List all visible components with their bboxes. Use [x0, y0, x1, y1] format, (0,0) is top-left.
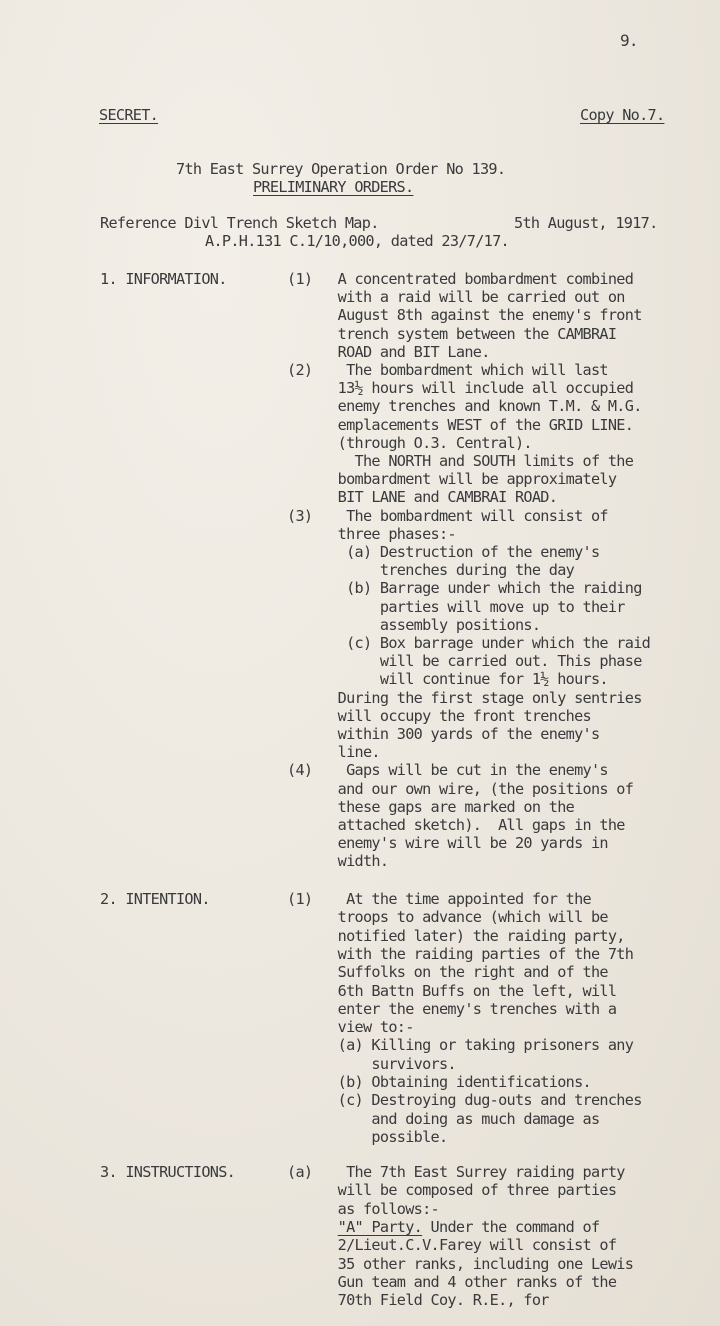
- text-line: will be carried out. This phase: [287, 652, 642, 671]
- text-line: "A" Party. Under the command of: [337, 1217, 600, 1236]
- text-line: will continue for 1½ hours.: [287, 670, 608, 689]
- text-line: 6th Battn Buffs on the left, will: [287, 981, 617, 1000]
- reference-line-2: A.P.H.131 C.1/10,000, dated 23/7/17.: [205, 232, 509, 250]
- text-line: assembly positions.: [287, 615, 541, 634]
- text-line: (a) Destruction of the enemy's: [287, 543, 600, 561]
- order-title: 7th East Surrey Operation Order No 139.: [176, 160, 506, 178]
- text-line: 70th Field Coy. R.E., for: [287, 1291, 549, 1310]
- reference-date: 5th August, 1917.: [514, 214, 658, 232]
- classification-label: SECRET.: [99, 106, 159, 124]
- text-line: these gaps are marked on the: [287, 797, 575, 816]
- order-subtitle: PRELIMINARY ORDERS.: [253, 178, 414, 196]
- section-heading-information: 1. INFORMATION.: [100, 270, 227, 288]
- text-line: Gun team and 4 other ranks of the: [287, 1272, 617, 1291]
- text-line: and our own wire, (the positions of: [287, 779, 634, 798]
- page-number: 9.: [620, 31, 638, 50]
- text-line: parties will move up to their: [287, 597, 625, 616]
- text-line: (a) The 7th East Surrey raiding party: [287, 1163, 625, 1181]
- text-line: enter the enemy's trenches with a: [287, 999, 617, 1018]
- text-line: enemy trenches and known T.M. & M.G.: [287, 397, 642, 416]
- text-line: Suffolks on the right and of the: [287, 963, 608, 982]
- text-line: width.: [287, 852, 389, 871]
- text-line: (b) Obtaining identifications.: [287, 1073, 591, 1091]
- text-line: (a) Killing or taking prisoners any: [287, 1036, 634, 1055]
- text-line: as follows:-: [287, 1199, 439, 1218]
- text-line: (4) Gaps will be cut in the enemy's: [287, 761, 608, 780]
- text-line: (2) The bombardment which will last: [287, 361, 608, 379]
- text-line: trenches during the day: [287, 561, 575, 580]
- text-line: enemy's wire will be 20 yards in: [287, 834, 608, 853]
- text-line: emplacements WEST of the GRID LINE.: [287, 415, 634, 434]
- text-line: will occupy the front trenches: [287, 706, 591, 725]
- reference-line-1: Reference Divl Trench Sketch Map.: [100, 214, 379, 232]
- text-line: bombardment will be approximately: [287, 470, 617, 489]
- text-line: (1) A concentrated bombardment combined: [287, 270, 634, 288]
- text-line: three phases:-: [287, 524, 456, 543]
- text-line: The NORTH and SOUTH limits of the: [287, 452, 634, 470]
- text-line: During the first stage only sentries: [287, 688, 642, 707]
- text-line: possible.: [287, 1127, 448, 1146]
- text-line: within 300 yards of the enemy's: [287, 725, 600, 743]
- text-line: attached sketch). All gaps in the: [287, 816, 625, 834]
- text-line: and doing as much damage as: [287, 1109, 600, 1128]
- text-line: August 8th against the enemy's front: [287, 306, 642, 325]
- text-line: view to:-: [287, 1018, 414, 1037]
- text-line: (through O.3. Central).: [287, 433, 532, 452]
- text-line: with the raiding parties of the 7th: [287, 944, 634, 963]
- text-line: 2/Lieut.C.V.Farey will consist of: [287, 1236, 617, 1255]
- copy-number: Copy No.7.: [580, 106, 665, 124]
- text-line: with a raid will be carried out on: [287, 288, 625, 307]
- section-heading-intention: 2. INTENTION.: [100, 890, 210, 908]
- text-line: (c) Destroying dug-outs and trenches: [287, 1091, 642, 1110]
- text-line: line.: [287, 743, 380, 762]
- text-line: 35 other ranks, including one Lewis: [287, 1254, 634, 1273]
- text-line: BIT LANE and CAMBRAI ROAD.: [287, 488, 558, 507]
- text-line: will be composed of three parties: [287, 1181, 617, 1200]
- text-line: 13½ hours will include all occupied: [287, 379, 634, 398]
- text-line: (3) The bombardment will consist of: [287, 506, 608, 525]
- text-line: survivors.: [287, 1054, 456, 1073]
- text-line: (b) Barrage under which the raiding: [287, 579, 642, 598]
- section-heading-instructions: 3. INSTRUCTIONS.: [100, 1163, 236, 1181]
- text-line: (1) At the time appointed for the: [287, 890, 591, 908]
- text-line: troops to advance (which will be: [287, 908, 608, 927]
- text-line: trench system between the CAMBRAI: [287, 324, 617, 343]
- text-line: notified later) the raiding party,: [287, 926, 625, 945]
- text-line: ROAD and BIT Lane.: [287, 342, 490, 361]
- text-line: (c) Box barrage under which the raid: [287, 634, 651, 652]
